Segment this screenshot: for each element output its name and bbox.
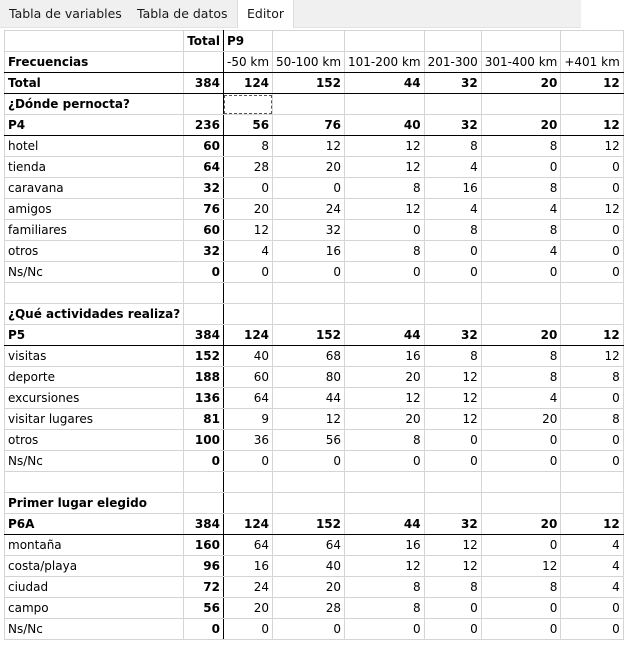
value-cell[interactable]: 9 [223,409,272,430]
value-cell[interactable]: 20 [481,409,561,430]
table-row [5,136,624,157]
value-cell[interactable]: 12 [424,409,481,430]
value-cell[interactable]: 28 [273,598,345,619]
value-cell[interactable]: 8 [561,367,623,388]
table-row [5,409,624,430]
value-cell[interactable]: 12 [561,136,623,157]
value-cell[interactable]: 20 [273,157,345,178]
value-cell[interactable]: 12 [561,115,623,136]
value-cell[interactable]: 0 [561,598,623,619]
empty-cell[interactable] [481,31,561,52]
value-cell[interactable]: 152 [273,73,345,94]
empty-cell[interactable] [481,94,561,115]
value-cell[interactable]: 4 [481,388,561,409]
total-cell[interactable]: 160 [184,535,224,556]
value-cell[interactable]: 8 [223,136,272,157]
table-row [5,577,624,598]
table-row [5,619,624,640]
value-cell[interactable]: 8 [481,136,561,157]
value-cell[interactable]: 20 [481,325,561,346]
empty-cell[interactable] [481,283,561,304]
total-cell[interactable]: 32 [184,178,224,199]
spacer-row [5,472,624,493]
value-cell[interactable]: 40 [345,115,425,136]
column-header[interactable]: -50 km [223,52,272,73]
total-cell[interactable]: 60 [184,220,224,241]
total-cell[interactable]: 384 [184,514,224,535]
total-cell[interactable]: 72 [184,577,224,598]
value-cell[interactable]: 56 [223,115,272,136]
value-cell[interactable]: 20 [273,577,345,598]
row-label[interactable]: P5 [5,325,184,346]
total-cell[interactable]: 0 [184,262,224,283]
value-cell[interactable]: 0 [424,241,481,262]
empty-cell[interactable] [561,493,623,514]
empty-cell[interactable] [273,31,345,52]
row-label[interactable]: P4 [5,115,184,136]
value-cell[interactable]: 8 [424,577,481,598]
total-cell[interactable]: 0 [184,451,224,472]
value-cell[interactable]: 12 [345,157,425,178]
section-title-row [5,493,624,514]
value-cell[interactable]: 0 [273,451,345,472]
value-cell[interactable]: 0 [273,262,345,283]
section-title[interactable]: Primer lugar elegido [5,493,184,514]
empty-cell[interactable] [424,304,481,325]
empty-cell[interactable] [345,31,425,52]
value-cell[interactable]: 16 [345,535,425,556]
value-cell[interactable]: 8 [345,241,425,262]
value-cell[interactable]: 0 [424,262,481,283]
value-cell[interactable]: 64 [223,388,272,409]
value-cell[interactable]: 4 [481,199,561,220]
value-cell[interactable]: 8 [345,178,425,199]
row-label[interactable]: Ns/Nc [5,619,184,640]
value-cell[interactable]: 0 [223,262,272,283]
empty-cell[interactable] [481,493,561,514]
value-cell[interactable]: 36 [223,430,272,451]
header-row-1 [5,31,624,52]
value-cell[interactable]: 0 [223,451,272,472]
value-cell[interactable]: 152 [273,325,345,346]
value-cell[interactable]: 12 [561,73,623,94]
table-row [5,451,624,472]
value-cell[interactable]: 20 [481,73,561,94]
value-cell[interactable]: 8 [345,430,425,451]
header-row-2 [5,52,624,73]
table-row [5,430,624,451]
table-row [5,178,624,199]
value-cell[interactable]: 12 [273,409,345,430]
value-cell[interactable]: 0 [345,451,425,472]
value-cell[interactable]: 0 [561,220,623,241]
value-cell[interactable]: 12 [561,325,623,346]
value-cell[interactable]: 12 [345,136,425,157]
row-label[interactable]: otros [5,430,184,451]
row-label[interactable]: ciudad [5,577,184,598]
value-cell[interactable]: 24 [223,577,272,598]
value-cell[interactable]: 152 [273,514,345,535]
empty-cell[interactable] [223,472,272,493]
table-row [5,157,624,178]
value-cell[interactable]: 0 [561,388,623,409]
value-cell[interactable]: 0 [561,157,623,178]
tab-tabla-de-datos[interactable]: Tabla de datos [137,6,228,21]
section-title-row [5,304,624,325]
value-cell[interactable]: 0 [273,619,345,640]
table-row [5,556,624,577]
empty-cell[interactable] [223,94,272,115]
value-cell[interactable]: 0 [481,430,561,451]
value-cell[interactable]: 12 [561,199,623,220]
spacer-row [5,283,624,304]
frecuencias-label[interactable]: Frecuencias [5,52,184,73]
value-cell[interactable]: 0 [424,451,481,472]
value-cell[interactable]: 8 [424,220,481,241]
total-cell[interactable]: 96 [184,556,224,577]
value-cell[interactable]: 0 [561,619,623,640]
value-cell[interactable]: 12 [424,556,481,577]
value-cell[interactable]: 40 [273,556,345,577]
value-cell[interactable]: 12 [424,535,481,556]
value-cell[interactable]: 0 [561,178,623,199]
value-cell[interactable]: 68 [273,346,345,367]
tab-bar [0,0,581,28]
empty-cell[interactable] [223,304,272,325]
value-cell[interactable]: 4 [481,241,561,262]
value-cell[interactable]: 8 [424,346,481,367]
corner-cell[interactable] [5,31,184,52]
value-cell[interactable]: 0 [424,619,481,640]
empty-cell[interactable] [345,304,425,325]
empty-cell[interactable] [345,493,425,514]
total-cell[interactable]: 64 [184,157,224,178]
value-cell[interactable]: 0 [561,262,623,283]
value-cell[interactable]: 24 [273,199,345,220]
table-row [5,241,624,262]
value-cell[interactable]: 32 [424,514,481,535]
value-cell[interactable]: 16 [424,178,481,199]
empty-cell[interactable] [184,493,224,514]
empty-cell[interactable] [481,304,561,325]
empty-cell[interactable] [424,94,481,115]
value-cell[interactable]: 8 [481,178,561,199]
total-header[interactable]: Total [184,31,224,52]
value-cell[interactable]: 44 [345,325,425,346]
row-label[interactable]: deporte [5,367,184,388]
value-cell[interactable]: 64 [223,535,272,556]
row-label[interactable]: P6A [5,514,184,535]
crosstab-grid [4,30,624,640]
total-cell[interactable]: 0 [184,619,224,640]
value-cell[interactable]: 8 [481,220,561,241]
value-cell[interactable]: 20 [481,514,561,535]
section-title-row [5,94,624,115]
value-cell[interactable]: 12 [561,346,623,367]
column-header[interactable]: 101-200 km [345,52,425,73]
table-row [5,598,624,619]
value-cell[interactable]: 4 [561,535,623,556]
empty-cell[interactable] [273,472,345,493]
total-cell[interactable]: 81 [184,409,224,430]
value-cell[interactable]: 44 [273,388,345,409]
value-cell[interactable]: 4 [561,577,623,598]
empty-cell[interactable] [561,304,623,325]
row-label[interactable]: caravana [5,178,184,199]
row-label[interactable]: amigos [5,199,184,220]
total-cell[interactable]: 32 [184,241,224,262]
empty-cell[interactable] [481,472,561,493]
value-cell[interactable]: 12 [273,136,345,157]
empty-cell[interactable] [273,304,345,325]
empty-cell[interactable] [424,472,481,493]
empty-cell[interactable] [184,52,224,73]
value-cell[interactable]: 32 [424,73,481,94]
empty-cell[interactable] [345,283,425,304]
value-cell[interactable]: 0 [424,598,481,619]
row-label[interactable]: montaña [5,535,184,556]
value-cell[interactable]: 4 [424,157,481,178]
value-cell[interactable]: 12 [424,367,481,388]
value-cell[interactable]: 12 [561,514,623,535]
value-cell[interactable]: 0 [481,619,561,640]
empty-cell[interactable] [345,472,425,493]
total-cell[interactable]: 56 [184,598,224,619]
empty-cell[interactable] [424,31,481,52]
value-cell[interactable]: 16 [273,241,345,262]
value-cell[interactable]: 4 [223,241,272,262]
total-cell[interactable]: 236 [184,115,224,136]
value-cell[interactable]: 0 [424,430,481,451]
empty-cell[interactable] [5,283,184,304]
value-cell[interactable]: 20 [345,409,425,430]
value-cell[interactable]: 60 [223,367,272,388]
empty-cell[interactable] [5,472,184,493]
empty-cell[interactable] [561,283,623,304]
variable-row [5,115,624,136]
value-cell[interactable]: 12 [424,388,481,409]
variable-row [5,325,624,346]
value-cell[interactable]: 8 [424,136,481,157]
row-label[interactable]: costa/playa [5,556,184,577]
total-cell[interactable]: 76 [184,199,224,220]
value-cell[interactable]: 0 [561,241,623,262]
value-cell[interactable]: 8 [345,598,425,619]
value-cell[interactable]: 12 [481,556,561,577]
variable-row [5,514,624,535]
value-cell[interactable]: 12 [345,556,425,577]
empty-cell[interactable] [424,283,481,304]
empty-cell[interactable] [561,31,623,52]
value-cell[interactable]: 8 [561,409,623,430]
empty-cell[interactable] [223,283,272,304]
empty-cell[interactable] [184,304,224,325]
value-cell[interactable]: 0 [345,262,425,283]
empty-cell[interactable] [561,472,623,493]
empty-cell[interactable] [273,283,345,304]
value-cell[interactable]: 56 [273,430,345,451]
total-cell[interactable]: 384 [184,325,224,346]
total-cell[interactable]: 188 [184,367,224,388]
empty-cell[interactable] [345,94,425,115]
empty-cell[interactable] [184,94,224,115]
value-cell[interactable]: 0 [223,178,272,199]
value-cell[interactable]: 0 [345,220,425,241]
tab-tabla-de-variables[interactable]: Tabla de variables [9,6,122,21]
value-cell[interactable]: 0 [273,178,345,199]
total-cell[interactable]: 60 [184,136,224,157]
value-cell[interactable]: 0 [481,598,561,619]
total-cell[interactable]: 152 [184,346,224,367]
group-header[interactable]: P9 [223,31,272,52]
value-cell[interactable]: 16 [345,346,425,367]
value-cell[interactable]: 32 [424,115,481,136]
row-label[interactable]: visitas [5,346,184,367]
section-title[interactable]: ¿Dónde pernocta? [5,94,184,115]
value-cell[interactable]: 12 [345,199,425,220]
value-cell[interactable]: 0 [561,430,623,451]
section-title[interactable]: ¿Qué actividades realiza? [5,304,184,325]
empty-cell[interactable] [273,94,345,115]
value-cell[interactable]: 8 [481,367,561,388]
value-cell[interactable]: 0 [561,451,623,472]
value-cell[interactable]: 20 [223,598,272,619]
value-cell[interactable]: 40 [223,346,272,367]
row-label[interactable]: familiares [5,220,184,241]
empty-cell[interactable] [561,94,623,115]
value-cell[interactable]: 0 [345,619,425,640]
value-cell[interactable]: 4 [561,556,623,577]
table-row [5,346,624,367]
table-row [5,220,624,241]
value-cell[interactable]: 12 [223,220,272,241]
value-cell[interactable]: 124 [223,73,272,94]
value-cell[interactable]: 16 [223,556,272,577]
column-header[interactable]: 301-400 km [481,52,561,73]
value-cell[interactable]: 32 [424,325,481,346]
value-cell[interactable]: 64 [273,535,345,556]
value-cell[interactable]: 12 [345,388,425,409]
value-cell[interactable]: 8 [481,346,561,367]
empty-cell[interactable] [223,493,272,514]
value-cell[interactable]: 4 [424,199,481,220]
empty-cell[interactable] [273,493,345,514]
total-cell[interactable]: 100 [184,430,224,451]
row-label[interactable]: otros [5,241,184,262]
value-cell[interactable]: 0 [481,157,561,178]
value-cell[interactable]: 80 [273,367,345,388]
row-label[interactable]: Ns/Nc [5,451,184,472]
row-label[interactable]: campo [5,598,184,619]
total-cell[interactable]: 384 [184,73,224,94]
value-cell[interactable]: 44 [345,73,425,94]
value-cell[interactable]: 76 [273,115,345,136]
row-label[interactable]: tienda [5,157,184,178]
table-row [5,262,624,283]
column-header[interactable]: +401 km [561,52,623,73]
value-cell[interactable]: 32 [273,220,345,241]
value-cell[interactable]: 28 [223,157,272,178]
row-label[interactable]: Total [5,73,184,94]
table-row [5,388,624,409]
value-cell[interactable]: 20 [481,115,561,136]
value-cell[interactable]: 20 [223,199,272,220]
total-row [5,73,624,94]
value-cell[interactable]: 44 [345,514,425,535]
value-cell[interactable]: 8 [481,577,561,598]
column-header[interactable]: 50-100 km [273,52,345,73]
table-row [5,367,624,388]
table-row [5,535,624,556]
row-label[interactable]: Ns/Nc [5,262,184,283]
value-cell[interactable]: 0 [223,619,272,640]
value-cell[interactable]: 124 [223,514,272,535]
value-cell[interactable]: 8 [345,577,425,598]
column-header[interactable]: 201-300 [424,52,481,73]
value-cell[interactable]: 124 [223,325,272,346]
total-cell[interactable]: 136 [184,388,224,409]
value-cell[interactable]: 0 [481,262,561,283]
table-row [5,199,624,220]
empty-cell[interactable] [184,283,224,304]
tab-editor[interactable]: Editor [237,0,294,28]
row-label[interactable]: visitar lugares [5,409,184,430]
empty-cell[interactable] [184,472,224,493]
empty-cell[interactable] [424,493,481,514]
value-cell[interactable]: 0 [481,535,561,556]
row-label[interactable]: excursiones [5,388,184,409]
value-cell[interactable]: 0 [481,451,561,472]
value-cell[interactable]: 20 [345,367,425,388]
row-label[interactable]: hotel [5,136,184,157]
